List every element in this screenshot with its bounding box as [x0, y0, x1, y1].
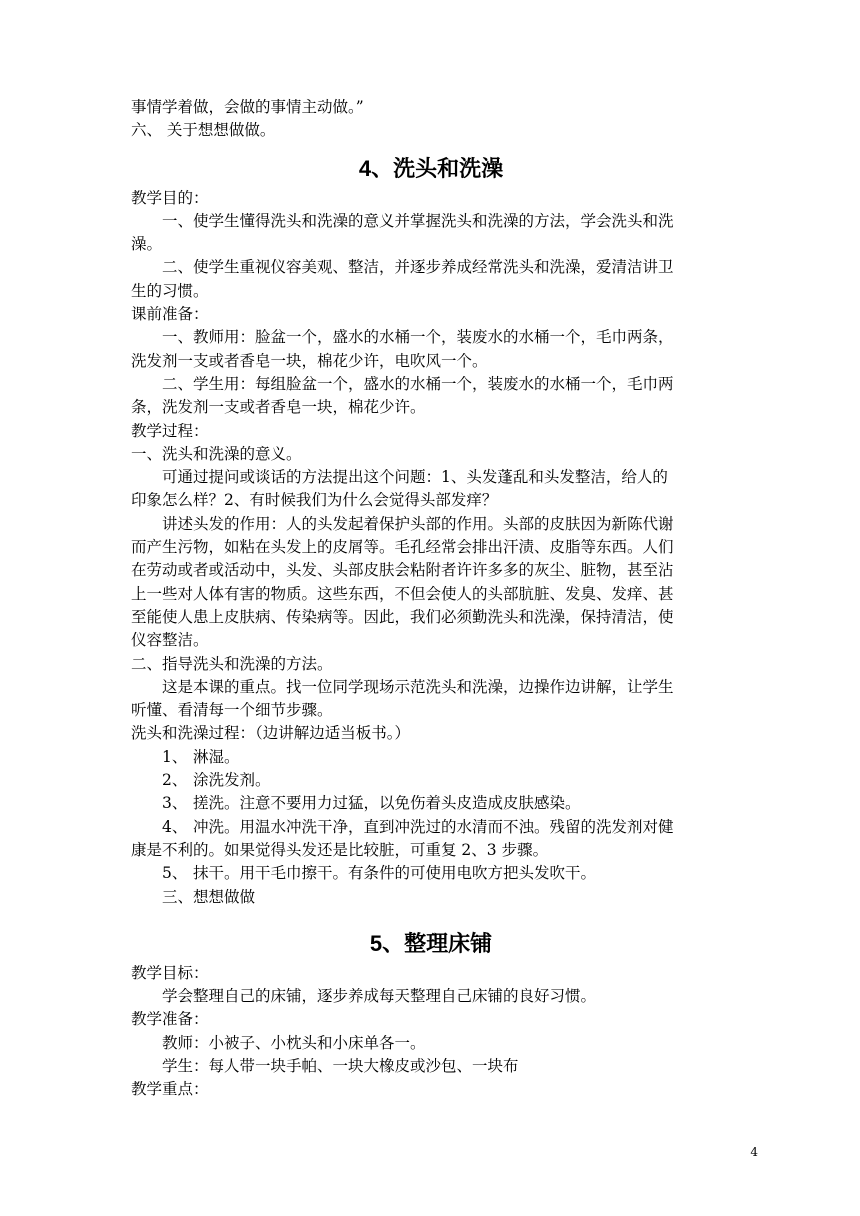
text-line: 仪容整洁。	[131, 631, 209, 650]
step-number: 4、	[162, 817, 188, 836]
text-line: 听懂、看清每一个细节步骤。	[131, 701, 333, 720]
subheading: 洗头和洗澡过程：（边讲解边适当板书。）	[131, 724, 411, 743]
step-text: 淋湿。	[193, 747, 240, 766]
text-line: 在劳动或者或活动中，头发、头部皮肤会粘附者许许多多的灰尘、脏物，甚至沾	[131, 561, 674, 580]
subheading: 教学过程：	[131, 421, 209, 440]
text-line: 澡。	[131, 235, 163, 254]
text-line: 生的习惯。	[131, 281, 209, 300]
text-line: 讲述头发的作用：人的头发起着保护头部的作用。头部的皮肤因为新陈代谢	[162, 514, 674, 533]
subheading: 二、指导洗头和洗澡的方法。	[131, 654, 333, 673]
list-item	[131, 769, 731, 792]
step-number: 1、	[162, 747, 188, 766]
text-line: 一、使学生懂得洗头和洗澡的意义并掌握洗头和洗澡的方法，学会洗头和洗	[162, 211, 674, 230]
subheading: 课前准备：	[131, 305, 209, 324]
step-text: 冲洗。用温水冲洗干净，直到冲洗过的水清而不浊。残留的洗发剂对健	[193, 817, 674, 836]
text-line: 而产生污物，如粘在头发上的皮屑等。毛孔经常会排出汗渍、皮脂等东西。人们	[131, 538, 674, 557]
text-line: 事情学着做，会做的事情主动做。”	[131, 98, 364, 116]
subheading: 教学目标：	[131, 963, 209, 982]
list-item	[131, 862, 731, 885]
text-line: 学会整理自己的床铺，逐步养成每天整理自己床铺的良好习惯。	[162, 987, 597, 1006]
step-number: 5、	[162, 864, 188, 883]
text-line: 康是不利的。如果觉得头发还是比较脏，可重复 2、3 步骤。	[131, 840, 549, 859]
list-item	[131, 792, 731, 815]
section-title: 4、洗头和洗澡	[358, 155, 504, 181]
text-line: 条，洗发剂一支或者香皂一块，棉花少许。	[131, 398, 426, 417]
text-line: 二、使学生重视仪容美观、整洁，并逐步养成经常洗头和洗澡，爱清洁讲卫	[162, 258, 674, 277]
text-line: 可通过提问或谈话的方法提出这个问题：1、头发蓬乱和头发整洁，给人的	[162, 468, 668, 487]
text-line: 上一些对人体有害的物质。这些东西，不但会使人的头部肮脏、发臭、发痒、甚	[131, 584, 674, 603]
step-number: 3、	[162, 794, 188, 813]
text-line: 印象怎么样？2、有时候我们为什么会觉得头部发痒？	[131, 491, 498, 510]
step-text: 搓洗。注意不要用力过猛，以免伤着头皮造成皮肤感染。	[193, 794, 581, 813]
step-number: 2、	[162, 771, 188, 790]
text-line: 洗发剂一支或者香皂一块，棉花少许，电吹风一个。	[131, 351, 488, 370]
subheading: 教学目的：	[131, 188, 209, 207]
list-item	[131, 816, 731, 839]
text-line: 一、教师用：脸盆一个，盛水的水桶一个，装废水的水桶一个，毛巾两条，	[162, 328, 674, 347]
text-line: 教师：小被子、小枕头和小床单各一。	[162, 1033, 426, 1052]
subheading: 教学准备：	[131, 1010, 209, 1029]
text-line: 六、 关于想想做做。	[131, 121, 276, 140]
page-body	[131, 96, 731, 1102]
subheading: 教学重点：	[131, 1080, 209, 1099]
subheading: 一、洗头和洗澡的意义。	[131, 444, 302, 463]
section-title: 5、整理床铺	[369, 930, 493, 956]
text-line: 这是本课的重点。找一位同学现场示范洗头和洗澡，边操作边讲解，让学生	[162, 677, 674, 696]
text-line: 二、学生用：每组脸盆一个，盛水的水桶一个，装废水的水桶一个，毛巾两	[162, 374, 674, 393]
text-line: 学生：每人带一块手帕、一块大橡皮或沙包、一块布	[162, 1056, 519, 1075]
step-text: 涂洗发剂。	[193, 771, 271, 790]
text-line: 至能使人患上皮肤病、传染病等。因此，我们必须勤洗头和洗澡，保持清洁，使	[131, 607, 674, 626]
step-text: 抹干。用干毛巾擦干。有条件的可使用电吹方把头发吹干。	[193, 864, 597, 883]
subheading: 三、想想做做	[162, 887, 256, 906]
list-item	[131, 746, 731, 769]
page-number: 4	[750, 1145, 758, 1159]
